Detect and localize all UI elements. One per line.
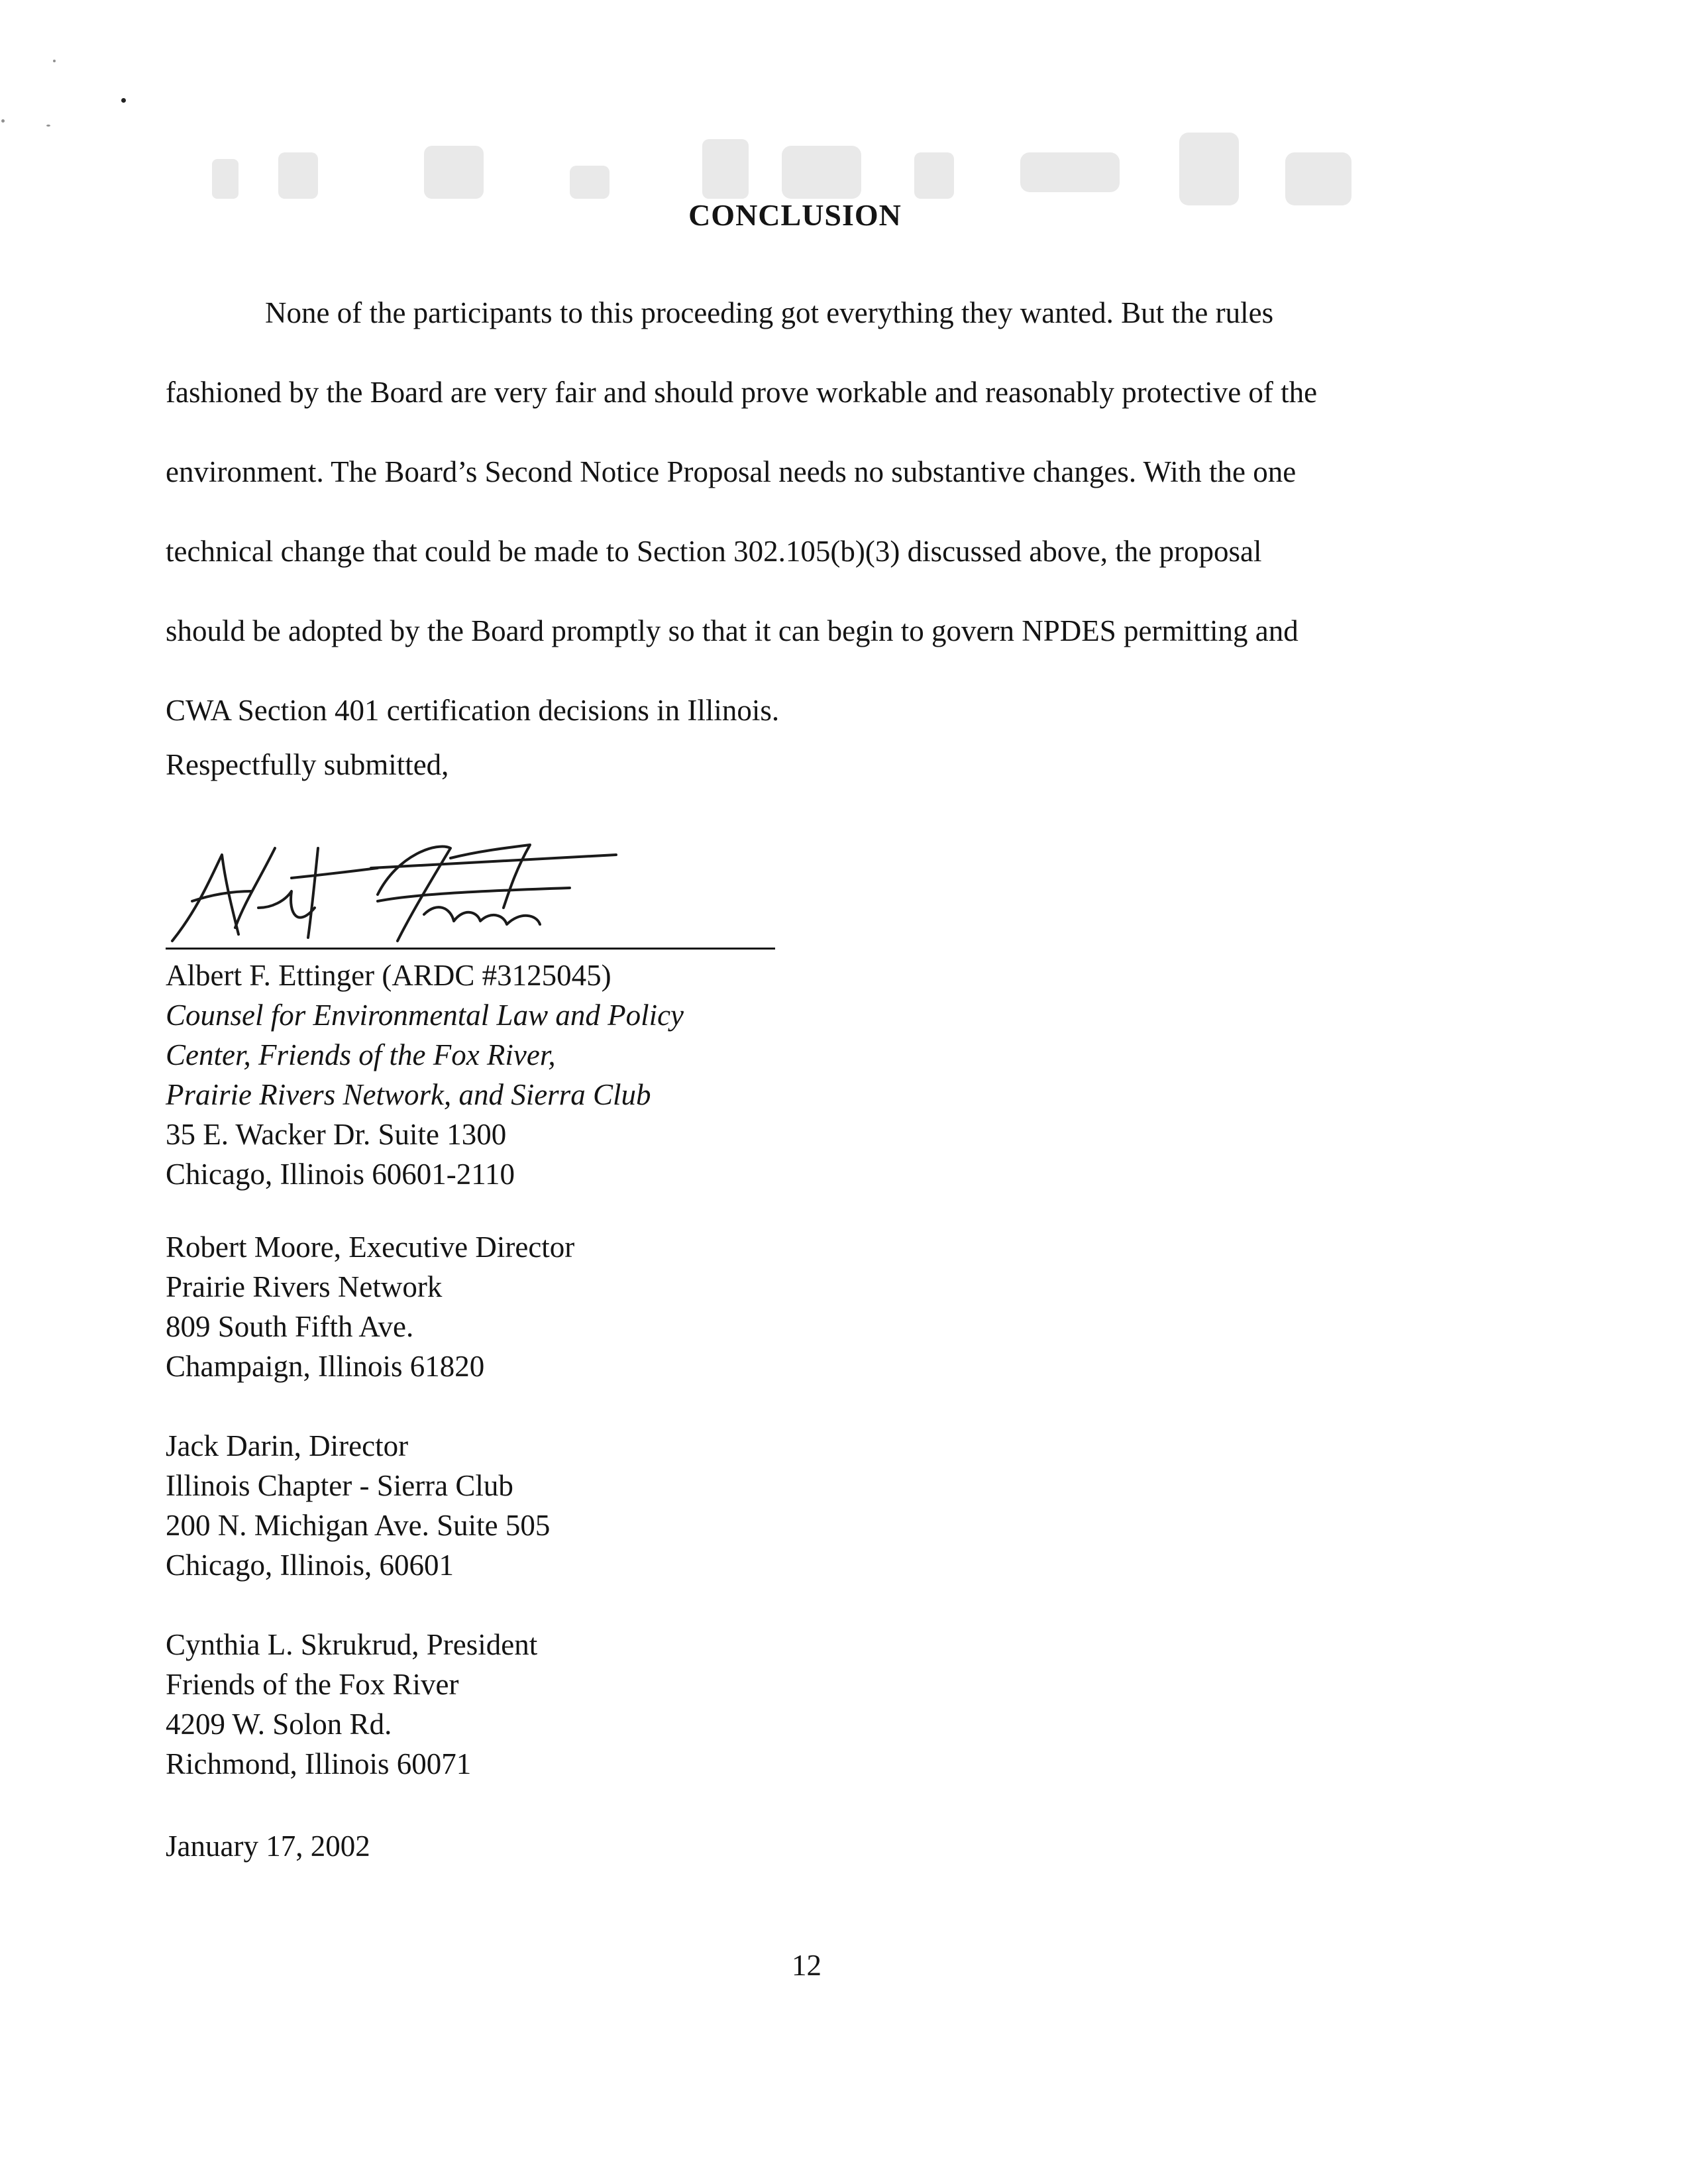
- contact-line: 4209 W. Solon Rd.: [166, 1708, 392, 1741]
- contact-line: Robert Moore, Executive Director: [166, 1230, 575, 1264]
- contact-line: Champaign, Illinois 61820: [166, 1350, 485, 1383]
- paragraph-line: CWA Section 401 certification decisions in Illinois.: [166, 694, 780, 727]
- conclusion-paragraph: [166, 273, 1544, 750]
- section-heading: CONCLUSION: [688, 198, 902, 232]
- signer-role-line: Center, Friends of the Fox River,: [166, 1038, 556, 1071]
- contact-line: 809 South Fifth Ave.: [166, 1310, 414, 1343]
- signer-block: [166, 956, 684, 1194]
- signer-role-line: Prairie Rivers Network, and Sierra Club: [166, 1078, 651, 1111]
- scan-speck: [1, 119, 5, 123]
- contact-line: Richmond, Illinois 60071: [166, 1747, 472, 1780]
- contact-line: Illinois Chapter - Sierra Club: [166, 1469, 513, 1502]
- contact-line: Prairie Rivers Network: [166, 1270, 443, 1303]
- contact-block: [166, 1426, 550, 1585]
- closing-line: Respectfully submitted,: [166, 748, 449, 781]
- paragraph-line: fashioned by the Board are very fair and should prove workable and reasonably protective of the: [166, 376, 1318, 409]
- contact-line: Cynthia L. Skrukrud, President: [166, 1628, 538, 1661]
- contact-block: [166, 1625, 537, 1784]
- scan-speck: [121, 98, 126, 103]
- paragraph-line: should be adopted by the Board promptly so that it can begin to govern NPDES permitting and: [166, 614, 1298, 647]
- page-number: 12: [792, 1949, 822, 1982]
- signer-address-line: 35 E. Wacker Dr. Suite 1300: [166, 1118, 507, 1151]
- contact-line: Friends of the Fox River: [166, 1668, 459, 1701]
- paragraph-line: environment. The Board’s Second Notice Proposal needs no substantive changes. With the one: [166, 455, 1297, 488]
- contact-block: [166, 1227, 574, 1386]
- signer-role-line: Counsel for Environmental Law and Policy: [166, 999, 684, 1032]
- paragraph-line: None of the participants to this proceeding got everything they wanted. But the rules: [265, 296, 1274, 329]
- signature-line: [166, 948, 775, 950]
- handwritten-signature: [159, 828, 623, 948]
- contact-line: Jack Darin, Director: [166, 1429, 409, 1462]
- document-date: January 17, 2002: [166, 1829, 370, 1863]
- scan-speck: [46, 125, 50, 127]
- signer-address-line: Chicago, Illinois 60601-2110: [166, 1158, 515, 1191]
- contact-line: Chicago, Illinois, 60601: [166, 1549, 454, 1582]
- signer-name: Albert F. Ettinger (ARDC #3125045): [166, 959, 611, 992]
- scan-speck: [53, 60, 56, 62]
- paragraph-line: technical change that could be made to Section 302.105(b)(3) discussed above, the proposal: [166, 535, 1262, 568]
- contact-line: 200 N. Michigan Ave. Suite 505: [166, 1509, 551, 1542]
